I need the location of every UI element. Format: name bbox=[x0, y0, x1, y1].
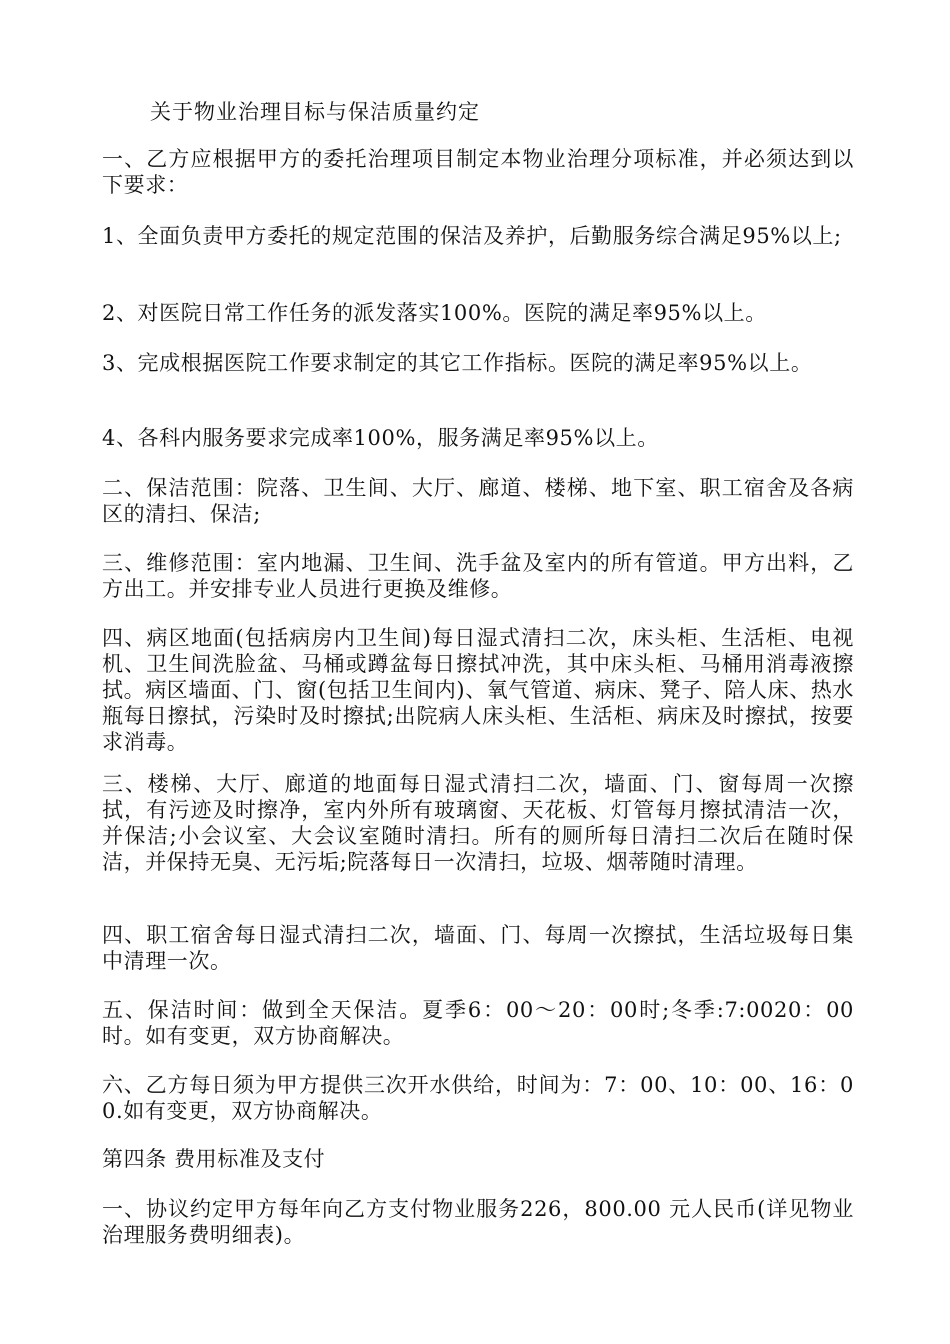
paragraph-water-supply: 六、乙方每日须为甲方提供三次开水供给，时间为：7：00、10：00、16：00.如有变更，双方协商解决。 bbox=[102, 1073, 854, 1123]
document-title: 关于物业治理目标与保洁质量约定 bbox=[150, 100, 480, 124]
paragraph-item-1: 1、全面负责甲方委托的规定范围的保洁及养护，后勤服务综合满足95%以上; bbox=[102, 224, 842, 248]
paragraph-dormitory-cleaning: 四、职工宿舍每日湿式清扫二次，墙面、门、每周一次擦拭，生活垃圾每日集中清理一次。 bbox=[102, 923, 854, 973]
paragraph-cleaning-time: 五、保洁时间：做到全天保洁。夏季6：00～20：00时;冬季:7:0020：00时。如有变更，双方协商解决。 bbox=[102, 998, 854, 1048]
paragraph-item-3: 3、完成根据医院工作要求制定的其它工作指标。医院的满足率95%以上。 bbox=[102, 351, 813, 375]
paragraph-fee-amount: 一、协议约定甲方每年向乙方支付物业服务226，800.00 元人民币(详见物业治理服务费明细表)。 bbox=[102, 1197, 854, 1247]
paragraph-item-4: 4、各科内服务要求完成率100%，服务满足率95%以上。 bbox=[102, 426, 659, 450]
paragraph-ward-cleaning: 四、病区地面(包括病房内卫生间)每日湿式清扫二次，床头柜、生活柜、电视机、卫生间洗脸盆、马桶或蹲盆每日擦拭冲洗，其中床头柜、马桶用消毒液擦拭。病区墙面、门、窗(包括卫生间内)、氧气管道、病床、凳子、陪人床、热水瓶每日擦拭，污染时及时擦拭;出院病人床头柜、生活柜、病床及时擦拭，按要求消毒。 bbox=[102, 626, 854, 754]
section-heading-fees: 第四条 费用标准及支付 bbox=[102, 1147, 326, 1171]
paragraph-repair-scope: 三、维修范围：室内地漏、卫生间、洗手盆及室内的所有管道。甲方出料，乙方出工。并安排专业人员进行更换及维修。 bbox=[102, 551, 854, 601]
paragraph-requirements-intro: 一、乙方应根据甲方的委托治理项目制定本物业治理分项标准，并必须达到以下要求： bbox=[102, 147, 854, 197]
paragraph-item-2: 2、对医院日常工作任务的派发落实100%。医院的满足率95%以上。 bbox=[102, 301, 767, 325]
paragraph-cleaning-scope: 二、保洁范围：院落、卫生间、大厅、廊道、楼梯、地下室、职工宿舍及各病区的清扫、保洁; bbox=[102, 476, 854, 526]
paragraph-public-area-cleaning: 三、楼梯、大厅、廊道的地面每日湿式清扫二次，墙面、门、窗每周一次擦拭，有污迹及时擦净，室内外所有玻璃窗、天花板、灯管每月擦拭清洁一次，并保洁;小会议室、大会议室随时清扫。所有的厕所每日清扫二次后在随时保洁，并保持无臭、无污垢;院落每日一次清扫，垃圾、烟蒂随时清理。 bbox=[102, 772, 854, 874]
